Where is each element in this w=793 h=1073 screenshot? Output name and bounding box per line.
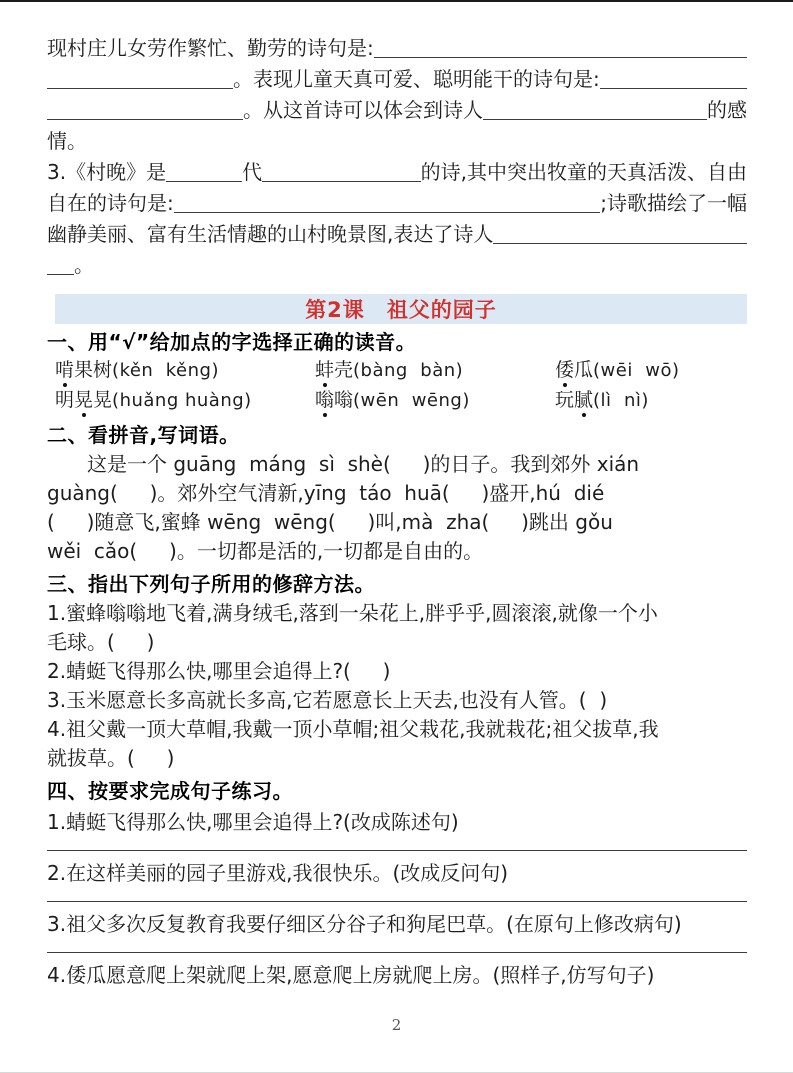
char: 明 xyxy=(55,389,75,411)
pinyin-choice-item xyxy=(55,387,315,417)
intro-line xyxy=(47,32,747,63)
answer-write-line xyxy=(47,850,747,851)
text-run: 。 xyxy=(74,253,94,277)
char: 果 xyxy=(74,359,94,381)
intro-line xyxy=(47,249,747,280)
intro-line xyxy=(47,63,747,94)
text-run: 现村庄儿女劳作繁忙、勤劳的诗句是: xyxy=(47,36,374,60)
char: 壳 xyxy=(334,359,354,381)
dotted-char: 腻 xyxy=(574,389,594,411)
answer-blank xyxy=(47,99,243,120)
char: 晃 xyxy=(93,389,113,411)
lesson-title: 祖父的园子 xyxy=(386,298,497,322)
section-heading: 二、看拼音,写词语。 xyxy=(47,423,240,447)
text-line: ( )随意飞,蜜蜂 wēng wēng( )叫,mà zha( )跳出 gǒu xyxy=(47,510,613,534)
dotted-char: 嗡 xyxy=(315,389,335,411)
section-heading: 三、指出下列句子所用的修辞方法。 xyxy=(47,572,375,596)
text-run: 情。 xyxy=(47,129,87,153)
text-run: ;诗歌描绘了一幅 xyxy=(600,191,747,215)
text-line: 这是一个 guāng máng sì shè( )的日子。我到郊外 xián xyxy=(47,452,640,476)
char: 瓜 xyxy=(574,359,594,381)
text-line: 3.祖父多次反复教育我要仔细区分谷子和狗尾巴草。(在原句上修改病句) xyxy=(47,912,682,936)
answer-blank xyxy=(166,161,242,182)
word xyxy=(315,359,353,381)
intro-line xyxy=(47,218,747,249)
text-line: 3.玉米愿意长多高就长多高,它若愿意长上天去,也没有人管。( ) xyxy=(47,688,608,712)
text-line: 1.蜻蜓飞得那么快,哪里会追得上?(改成陈述句) xyxy=(47,810,459,834)
intro-fill-blank-section xyxy=(47,32,747,280)
answer-blank xyxy=(600,68,747,89)
exercise-sections xyxy=(47,328,747,991)
answer-blank xyxy=(262,161,421,182)
dotted-char: 啃 xyxy=(55,359,75,381)
word xyxy=(315,389,353,411)
answer-blank xyxy=(493,223,747,244)
pinyin-choice-item xyxy=(555,357,680,387)
pinyin-options: (bàng bàn) xyxy=(353,360,464,381)
answer-blank xyxy=(174,192,601,213)
text-line: 4.祖父戴一顶大草帽,我戴一顶小草帽;祖父栽花,我就栽花;祖父拔草,我 xyxy=(47,717,659,741)
dotted-char: 晃 xyxy=(74,389,94,411)
lesson-header-band xyxy=(55,294,747,324)
char: 树 xyxy=(93,359,113,381)
text-run: 的感 xyxy=(707,98,747,122)
text-run: 幽静美丽、富有生活情趣的山村晚景图,表达了诗人 xyxy=(47,222,494,246)
section-heading: 四、按要求完成句子练习。 xyxy=(47,779,293,803)
page-number: 2 xyxy=(391,1016,402,1034)
text-line: 2.在这样美丽的园子里游戏,我很快乐。(改成反问句) xyxy=(47,861,509,885)
intro-line xyxy=(47,156,747,187)
text-run: 。从这首诗可以体会到诗人 xyxy=(243,98,483,122)
answer-blank xyxy=(47,68,233,89)
word xyxy=(555,359,593,381)
answer-blank xyxy=(47,254,74,275)
dotted-char: 倭 xyxy=(555,359,575,381)
text-line: 1.蜜蜂嗡嗡地飞着,满身绒毛,落到一朵花上,胖乎乎,圆滚滚,就像一个小 xyxy=(47,601,658,625)
pinyin-options: (wēn wēng) xyxy=(353,390,470,411)
text-run: 3.《村晚》是 xyxy=(47,160,167,184)
text-run: 的诗,其中突出牧童的天真活泼、自由 xyxy=(420,160,747,184)
text-line: 4.倭瓜愿意爬上架就爬上架,愿意爬上房就爬上房。(照样子,仿写句子) xyxy=(47,963,655,987)
pinyin-options: (lì nì) xyxy=(593,390,649,411)
answer-blank xyxy=(374,37,747,58)
page-top-border xyxy=(0,0,793,2)
pinyin-choice-row xyxy=(47,357,747,387)
pinyin-options: (kěn kěng) xyxy=(112,360,219,381)
pinyin-options: (wēi wō) xyxy=(593,360,680,381)
text-run: 代 xyxy=(242,160,263,184)
lesson-number: 第2课 xyxy=(305,298,365,322)
word xyxy=(55,389,112,411)
dotted-char: 蚌 xyxy=(315,359,335,381)
text-run: 自在的诗句是: xyxy=(47,191,174,215)
word xyxy=(55,359,112,381)
pinyin-choice-item xyxy=(315,357,555,387)
text-line: guàng( )。郊外空气清新,yīng táo huā( )盛开,hú dié xyxy=(47,481,605,505)
char: 玩 xyxy=(555,389,575,411)
intro-line xyxy=(47,187,747,218)
text-line: wěi cǎo( )。一切都是活的,一切都是自由的。 xyxy=(47,539,484,563)
answer-blank xyxy=(483,99,707,120)
text-line: 就拔草。( ) xyxy=(47,746,175,770)
char: 嗡 xyxy=(334,389,354,411)
answer-write-line xyxy=(47,901,747,902)
pinyin-options: (huǎng huàng) xyxy=(112,390,252,411)
pinyin-choice-item xyxy=(315,387,555,417)
page-footer xyxy=(0,1016,793,1034)
text-run: 。表现儿童天真可爱、聪明能干的诗句是: xyxy=(233,67,600,91)
text-line: 毛球。( ) xyxy=(47,630,155,654)
word xyxy=(555,389,593,411)
pinyin-choice-item xyxy=(555,387,649,417)
pinyin-choice-item xyxy=(55,357,315,387)
answer-write-line xyxy=(47,952,747,953)
text-line: 2.蜻蜓飞得那么快,哪里会追得上?( ) xyxy=(47,659,391,683)
intro-line xyxy=(47,125,747,156)
pinyin-choice-row xyxy=(47,387,747,417)
intro-line xyxy=(47,94,747,125)
section-heading: 一、用“√”给加点的字选择正确的读音。 xyxy=(47,330,417,354)
